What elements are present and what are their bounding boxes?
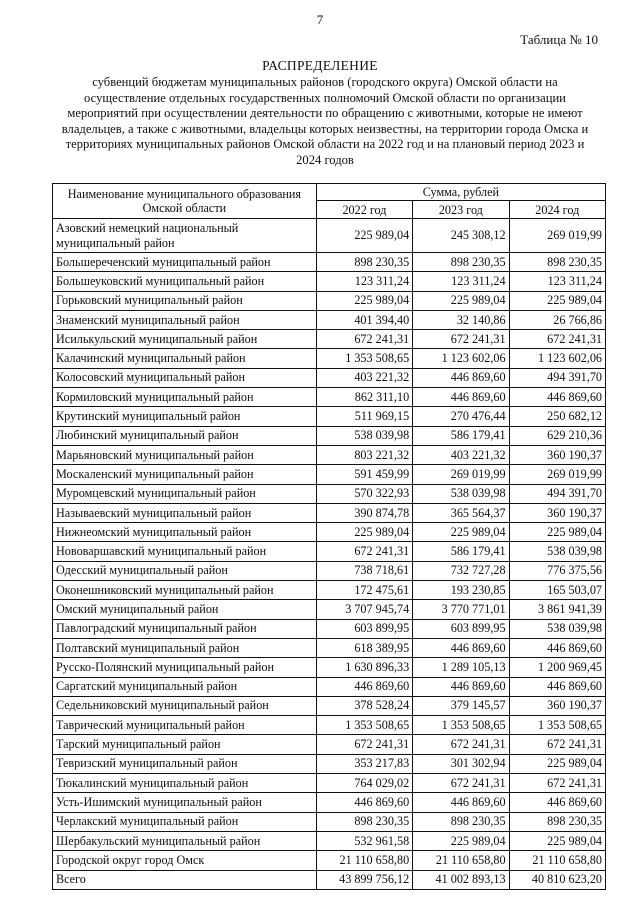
row-value-2024: 538 039,98 <box>509 542 605 561</box>
table-row <box>53 619 606 638</box>
row-value-2022: 403 221,32 <box>316 368 412 387</box>
row-value-2023: 603 899,95 <box>413 619 509 638</box>
row-value-2023: 270 476,44 <box>413 407 509 426</box>
row-value-2023: 898 230,35 <box>413 253 509 272</box>
row-name: Таврический муниципальный район <box>53 716 317 735</box>
table-row <box>53 696 606 715</box>
row-name: Русско-Полянский муниципальный район <box>53 658 317 677</box>
table-row <box>53 831 606 850</box>
row-value-2023: 446 869,60 <box>413 677 509 696</box>
row-name: Любинский муниципальный район <box>53 426 317 445</box>
row-value-2023: 225 989,04 <box>413 831 509 850</box>
row-value-2022: 898 230,35 <box>316 812 412 831</box>
table-row <box>53 368 606 387</box>
row-value-2023: 403 221,32 <box>413 445 509 464</box>
row-name: Одесский муниципальный район <box>53 561 317 580</box>
table-row <box>53 870 606 889</box>
row-value-2023: 446 869,60 <box>413 388 509 407</box>
row-value-2024: 225 989,04 <box>509 291 605 310</box>
row-value-2022: 1 630 896,33 <box>316 658 412 677</box>
row-value-2022: 225 989,04 <box>316 291 412 310</box>
header-name: Наименование муниципального образования Омской области <box>53 184 317 219</box>
row-value-2024: 360 190,37 <box>509 503 605 522</box>
row-value-2023: 225 989,04 <box>413 523 509 542</box>
header-year-2023: 2023 год <box>413 201 509 219</box>
row-value-2023: 3 770 771,01 <box>413 600 509 619</box>
row-value-2022: 378 528,24 <box>316 696 412 715</box>
row-value-2023: 1 123 602,06 <box>413 349 509 368</box>
row-value-2024: 672 241,31 <box>509 330 605 349</box>
table-body <box>53 219 606 890</box>
row-value-2022: 672 241,31 <box>316 330 412 349</box>
row-name: Исилькульский муниципальный район <box>53 330 317 349</box>
row-value-2024: 898 230,35 <box>509 812 605 831</box>
row-name: Нововаршавский муниципальный район <box>53 542 317 561</box>
row-value-2022: 532 961,58 <box>316 831 412 850</box>
row-name: Называевский муниципальный район <box>53 503 317 522</box>
row-value-2023: 225 989,04 <box>413 291 509 310</box>
row-value-2024: 360 190,37 <box>509 696 605 715</box>
row-value-2022: 538 039,98 <box>316 426 412 445</box>
row-value-2023: 538 039,98 <box>413 484 509 503</box>
table-row <box>53 793 606 812</box>
row-value-2023: 32 140,86 <box>413 310 509 329</box>
row-value-2022: 862 311,10 <box>316 388 412 407</box>
row-name: Шербакульский муниципальный район <box>53 831 317 850</box>
row-value-2023: 123 311,24 <box>413 272 509 291</box>
header-sum: Сумма, рублей <box>316 184 605 201</box>
row-value-2024: 446 869,60 <box>509 638 605 657</box>
row-value-2022: 172 475,61 <box>316 581 412 600</box>
row-value-2024: 3 861 941,39 <box>509 600 605 619</box>
table-row <box>53 561 606 580</box>
row-value-2024: 269 019,99 <box>509 219 605 253</box>
row-value-2024: 269 019,99 <box>509 465 605 484</box>
row-value-2022: 591 459,99 <box>316 465 412 484</box>
row-value-2024: 672 241,31 <box>509 735 605 754</box>
row-name: Большеуковский муниципальный район <box>53 272 317 291</box>
row-value-2024: 446 869,60 <box>509 677 605 696</box>
row-value-2023: 898 230,35 <box>413 812 509 831</box>
table-row <box>53 388 606 407</box>
row-value-2023: 672 241,31 <box>413 774 509 793</box>
table-row <box>53 677 606 696</box>
row-value-2023: 245 308,12 <box>413 219 509 253</box>
table-row <box>53 812 606 831</box>
row-value-2022: 225 989,04 <box>316 219 412 253</box>
document-title: РАСПРЕДЕЛЕНИЕ <box>262 58 378 73</box>
table-row <box>53 658 606 677</box>
row-name: Москаленский муниципальный район <box>53 465 317 484</box>
row-value-2023: 193 230,85 <box>413 581 509 600</box>
table-row <box>53 716 606 735</box>
table-number: Таблица № 10 <box>520 32 598 47</box>
row-value-2023: 446 869,60 <box>413 793 509 812</box>
row-value-2022: 803 221,32 <box>316 445 412 464</box>
row-value-2022: 446 869,60 <box>316 793 412 812</box>
row-name: Горьковский муниципальный район <box>53 291 317 310</box>
row-value-2022: 570 322,93 <box>316 484 412 503</box>
row-value-2024: 225 989,04 <box>509 831 605 850</box>
table-row <box>53 219 606 253</box>
row-value-2023: 301 302,94 <box>413 754 509 773</box>
row-value-2023: 586 179,41 <box>413 542 509 561</box>
row-value-2024: 1 123 602,06 <box>509 349 605 368</box>
row-value-2024: 672 241,31 <box>509 774 605 793</box>
row-value-2024: 26 766,86 <box>509 310 605 329</box>
row-value-2023: 21 110 658,80 <box>413 851 509 870</box>
table-row <box>53 735 606 754</box>
row-name: Знаменский муниципальный район <box>53 310 317 329</box>
row-name: Крутинский муниципальный район <box>53 407 317 426</box>
table-row <box>53 291 606 310</box>
row-value-2024: 165 503,07 <box>509 581 605 600</box>
row-name: Тюкалинский муниципальный район <box>53 774 317 793</box>
row-value-2022: 225 989,04 <box>316 523 412 542</box>
row-value-2022: 446 869,60 <box>316 677 412 696</box>
table-row <box>53 426 606 445</box>
table-row <box>53 638 606 657</box>
row-value-2022: 738 718,61 <box>316 561 412 580</box>
distribution-table <box>52 183 606 890</box>
row-value-2023: 379 145,57 <box>413 696 509 715</box>
row-value-2023: 586 179,41 <box>413 426 509 445</box>
row-value-2024: 446 869,60 <box>509 388 605 407</box>
row-value-2024: 250 682,12 <box>509 407 605 426</box>
row-value-2022: 123 311,24 <box>316 272 412 291</box>
row-value-2023: 1 289 105,13 <box>413 658 509 677</box>
table-row <box>53 330 606 349</box>
row-name: Тарский муниципальный район <box>53 735 317 754</box>
row-value-2022: 3 707 945,74 <box>316 600 412 619</box>
row-name: Кормиловский муниципальный район <box>53 388 317 407</box>
row-value-2022: 43 899 756,12 <box>316 870 412 889</box>
table-row <box>53 523 606 542</box>
row-name: Тевризский муниципальный район <box>53 754 317 773</box>
row-value-2024: 225 989,04 <box>509 523 605 542</box>
table-row <box>53 253 606 272</box>
row-value-2024: 494 391,70 <box>509 368 605 387</box>
row-value-2023: 365 564,37 <box>413 503 509 522</box>
row-value-2024: 123 311,24 <box>509 272 605 291</box>
table-row <box>53 465 606 484</box>
row-value-2023: 269 019,99 <box>413 465 509 484</box>
table-row <box>53 503 606 522</box>
row-value-2022: 390 874,78 <box>316 503 412 522</box>
row-value-2022: 618 389,95 <box>316 638 412 657</box>
row-value-2024: 494 391,70 <box>509 484 605 503</box>
page-number: 7 <box>316 12 324 27</box>
row-name: Колосовский муниципальный район <box>53 368 317 387</box>
row-name: Нижнеомский муниципальный район <box>53 523 317 542</box>
row-value-2023: 41 002 893,13 <box>413 870 509 889</box>
row-name: Оконешниковский муниципальный район <box>53 581 317 600</box>
row-value-2024: 538 039,98 <box>509 619 605 638</box>
row-name: Большереченский муниципальный район <box>53 253 317 272</box>
row-value-2023: 672 241,31 <box>413 330 509 349</box>
row-value-2023: 446 869,60 <box>413 638 509 657</box>
row-value-2024: 21 110 658,80 <box>509 851 605 870</box>
row-name: Усть-Ишимский муниципальный район <box>53 793 317 812</box>
row-name: Омский муниципальный район <box>53 600 317 619</box>
row-value-2022: 1 353 508,65 <box>316 349 412 368</box>
row-value-2024: 1 353 508,65 <box>509 716 605 735</box>
row-value-2022: 1 353 508,65 <box>316 716 412 735</box>
row-value-2024: 360 190,37 <box>509 445 605 464</box>
table-row <box>53 581 606 600</box>
table-row <box>53 407 606 426</box>
row-value-2022: 898 230,35 <box>316 253 412 272</box>
row-name: Муромцевский муниципальный район <box>53 484 317 503</box>
table-row <box>53 310 606 329</box>
row-value-2024: 898 230,35 <box>509 253 605 272</box>
row-value-2024: 776 375,56 <box>509 561 605 580</box>
row-name: Полтавский муниципальный район <box>53 638 317 657</box>
header-year-2024: 2024 год <box>509 201 605 219</box>
table-row <box>53 349 606 368</box>
row-name: Городской округ город Омск <box>53 851 317 870</box>
row-name: Всего <box>53 870 317 889</box>
row-value-2022: 21 110 658,80 <box>316 851 412 870</box>
row-value-2022: 353 217,83 <box>316 754 412 773</box>
table-row <box>53 445 606 464</box>
row-value-2024: 225 989,04 <box>509 754 605 773</box>
row-value-2022: 764 029,02 <box>316 774 412 793</box>
document-subtitle: субвенций бюджетам муниципальных районов (городского округа) Омской области на осуществление отдельных государственных полномочий Омской области по организации мероприятий при осуществлении деятельности по обращению с животными, которые не имеют владельцев, а также с животными, владельцы которых неизвестны, на территории города Омска и территориях муниципальных районов Омской области на 2022 год и на плановый период 2023 и 2024 годов <box>61 75 589 167</box>
row-value-2022: 401 394,40 <box>316 310 412 329</box>
row-name: Азовский немецкий национальный муниципальный район <box>53 219 317 253</box>
row-value-2023: 672 241,31 <box>413 735 509 754</box>
table-row <box>53 851 606 870</box>
table-row <box>53 774 606 793</box>
row-name: Калачинский муниципальный район <box>53 349 317 368</box>
row-value-2024: 446 869,60 <box>509 793 605 812</box>
table-row <box>53 754 606 773</box>
row-name: Черлакский муниципальный район <box>53 812 317 831</box>
row-value-2024: 40 810 623,20 <box>509 870 605 889</box>
row-value-2024: 1 200 969,45 <box>509 658 605 677</box>
row-value-2023: 732 727,28 <box>413 561 509 580</box>
row-name: Саргатский муниципальный район <box>53 677 317 696</box>
table-row <box>53 600 606 619</box>
header-year-2022: 2022 год <box>316 201 412 219</box>
row-value-2022: 603 899,95 <box>316 619 412 638</box>
row-name: Марьяновский муниципальный район <box>53 445 317 464</box>
row-name: Павлоградский муниципальный район <box>53 619 317 638</box>
table-row <box>53 542 606 561</box>
row-name: Седельниковский муниципальный район <box>53 696 317 715</box>
table-row <box>53 484 606 503</box>
row-value-2023: 446 869,60 <box>413 368 509 387</box>
row-value-2023: 1 353 508,65 <box>413 716 509 735</box>
row-value-2022: 672 241,31 <box>316 735 412 754</box>
table-row <box>53 272 606 291</box>
row-value-2022: 672 241,31 <box>316 542 412 561</box>
row-value-2022: 511 969,15 <box>316 407 412 426</box>
row-value-2024: 629 210,36 <box>509 426 605 445</box>
